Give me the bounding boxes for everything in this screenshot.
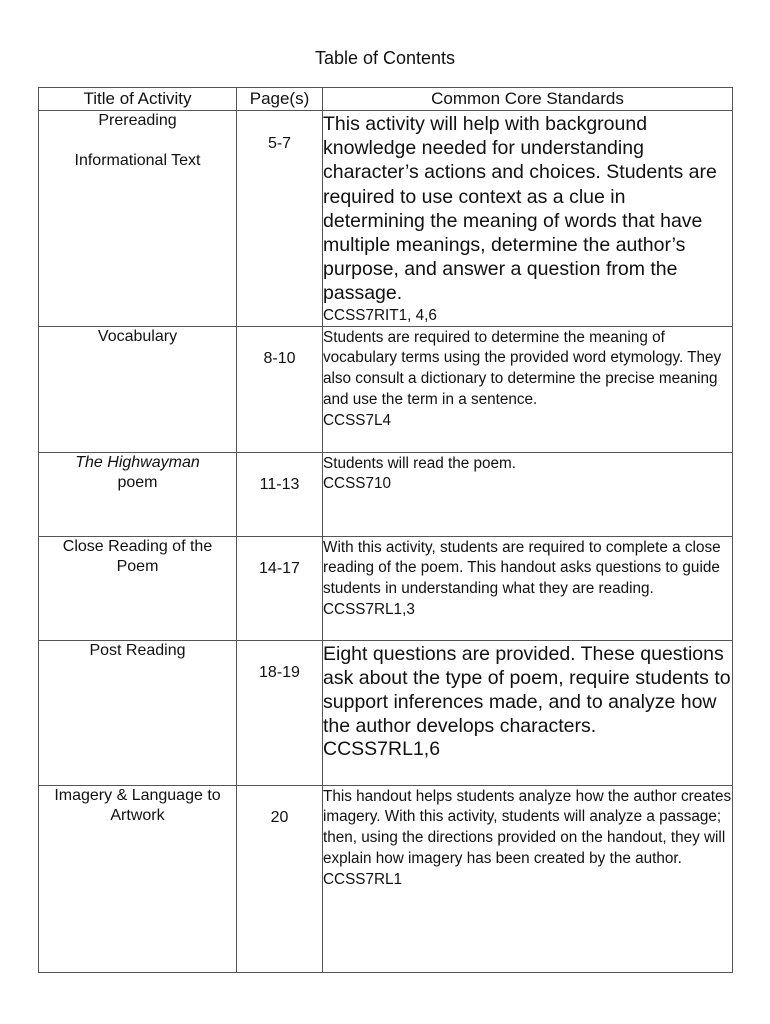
standard-code: CCSS7RL1,3 — [323, 601, 415, 619]
table-row — [39, 111, 733, 327]
activity-description: Eight questions are provided. These questions ask about the type of poem, require students to support inferences made, and to analyze how the author develops characters. — [323, 642, 731, 738]
activity-cell — [39, 785, 237, 972]
standard-code: CCSS7RL1 — [323, 870, 403, 888]
activity-cell — [39, 536, 237, 640]
standards-cell — [323, 452, 733, 536]
pages-cell — [237, 536, 323, 640]
activity-title: The Highwayman — [75, 453, 200, 471]
table-row — [39, 452, 733, 536]
activity-cell — [39, 326, 237, 452]
page-range: 5-7 — [267, 135, 292, 152]
standards-cell — [323, 785, 733, 972]
table-of-contents — [38, 87, 733, 973]
activity-title: Close Reading of the — [62, 537, 213, 555]
activity-subtitle: Artwork — [110, 806, 165, 824]
activity-title: Prereading — [98, 112, 177, 129]
standard-code: CCSS710 — [323, 475, 392, 493]
activity-title: Post Reading — [89, 641, 186, 659]
activity-cell — [39, 452, 237, 536]
activity-title: Imagery & Language to — [54, 786, 221, 804]
activity-description: This activity will help with background knowledge needed for understanding character’s actions and choices. Students are required to use context as a clue in determining the meaning of words that have multiple meanings, determine the author’s purpose, and answer a question from the passage. — [323, 113, 717, 305]
standards-cell — [323, 640, 733, 785]
pages-cell — [237, 326, 323, 452]
table-row — [39, 785, 733, 972]
activity-cell — [39, 111, 237, 327]
activity-description: With this activity, students are required to complete a close reading of the poem. This handout asks questions to guide students in understanding what they are reading. — [323, 538, 721, 598]
page-title: Table of Contents — [314, 48, 456, 68]
pages-cell — [237, 452, 323, 536]
pages-cell — [237, 640, 323, 785]
pages-cell — [237, 785, 323, 972]
header-pages: Page(s) — [237, 88, 323, 111]
page-range: 11-13 — [259, 475, 300, 493]
table-row — [39, 326, 733, 452]
activity-subtitle: Poem — [116, 557, 159, 575]
pages-cell — [237, 111, 323, 327]
standards-cell — [323, 326, 733, 452]
activity-description: Students will read the poem. — [323, 454, 517, 472]
table-row — [39, 536, 733, 640]
activity-cell — [39, 640, 237, 785]
activity-subtitle: poem — [117, 473, 158, 491]
page-range: 18-19 — [259, 663, 300, 681]
activity-description: This handout helps students analyze how the author creates imagery. With this activity, students will analyze a passage; then, using the directions provided on the handout, they will explain how imagery has been created by the author. — [323, 787, 732, 868]
header-activity: Title of Activity — [39, 88, 237, 111]
page-range: 8-10 — [263, 349, 296, 367]
standard-code: CCSS7RIT1, 4,6 — [323, 306, 437, 324]
activity-description: Students are required to determine the meaning of vocabulary terms using the provided word etymology. They also consult a dictionary to determine the precise meaning and use the term in a sentence. — [323, 328, 722, 409]
standard-code: CCSS7L4 — [323, 411, 392, 429]
standards-cell — [323, 111, 733, 327]
page-range: 20 — [270, 808, 289, 826]
standards-cell — [323, 536, 733, 640]
header-row — [39, 88, 733, 111]
header-standards: Common Core Standards — [323, 88, 733, 111]
activity-subtitle: Informational Text — [74, 152, 201, 169]
page-range: 14-17 — [259, 559, 300, 577]
activity-title: Vocabulary — [97, 327, 178, 345]
table-row — [39, 640, 733, 785]
standard-code: CCSS7RL1,6 — [323, 738, 441, 761]
